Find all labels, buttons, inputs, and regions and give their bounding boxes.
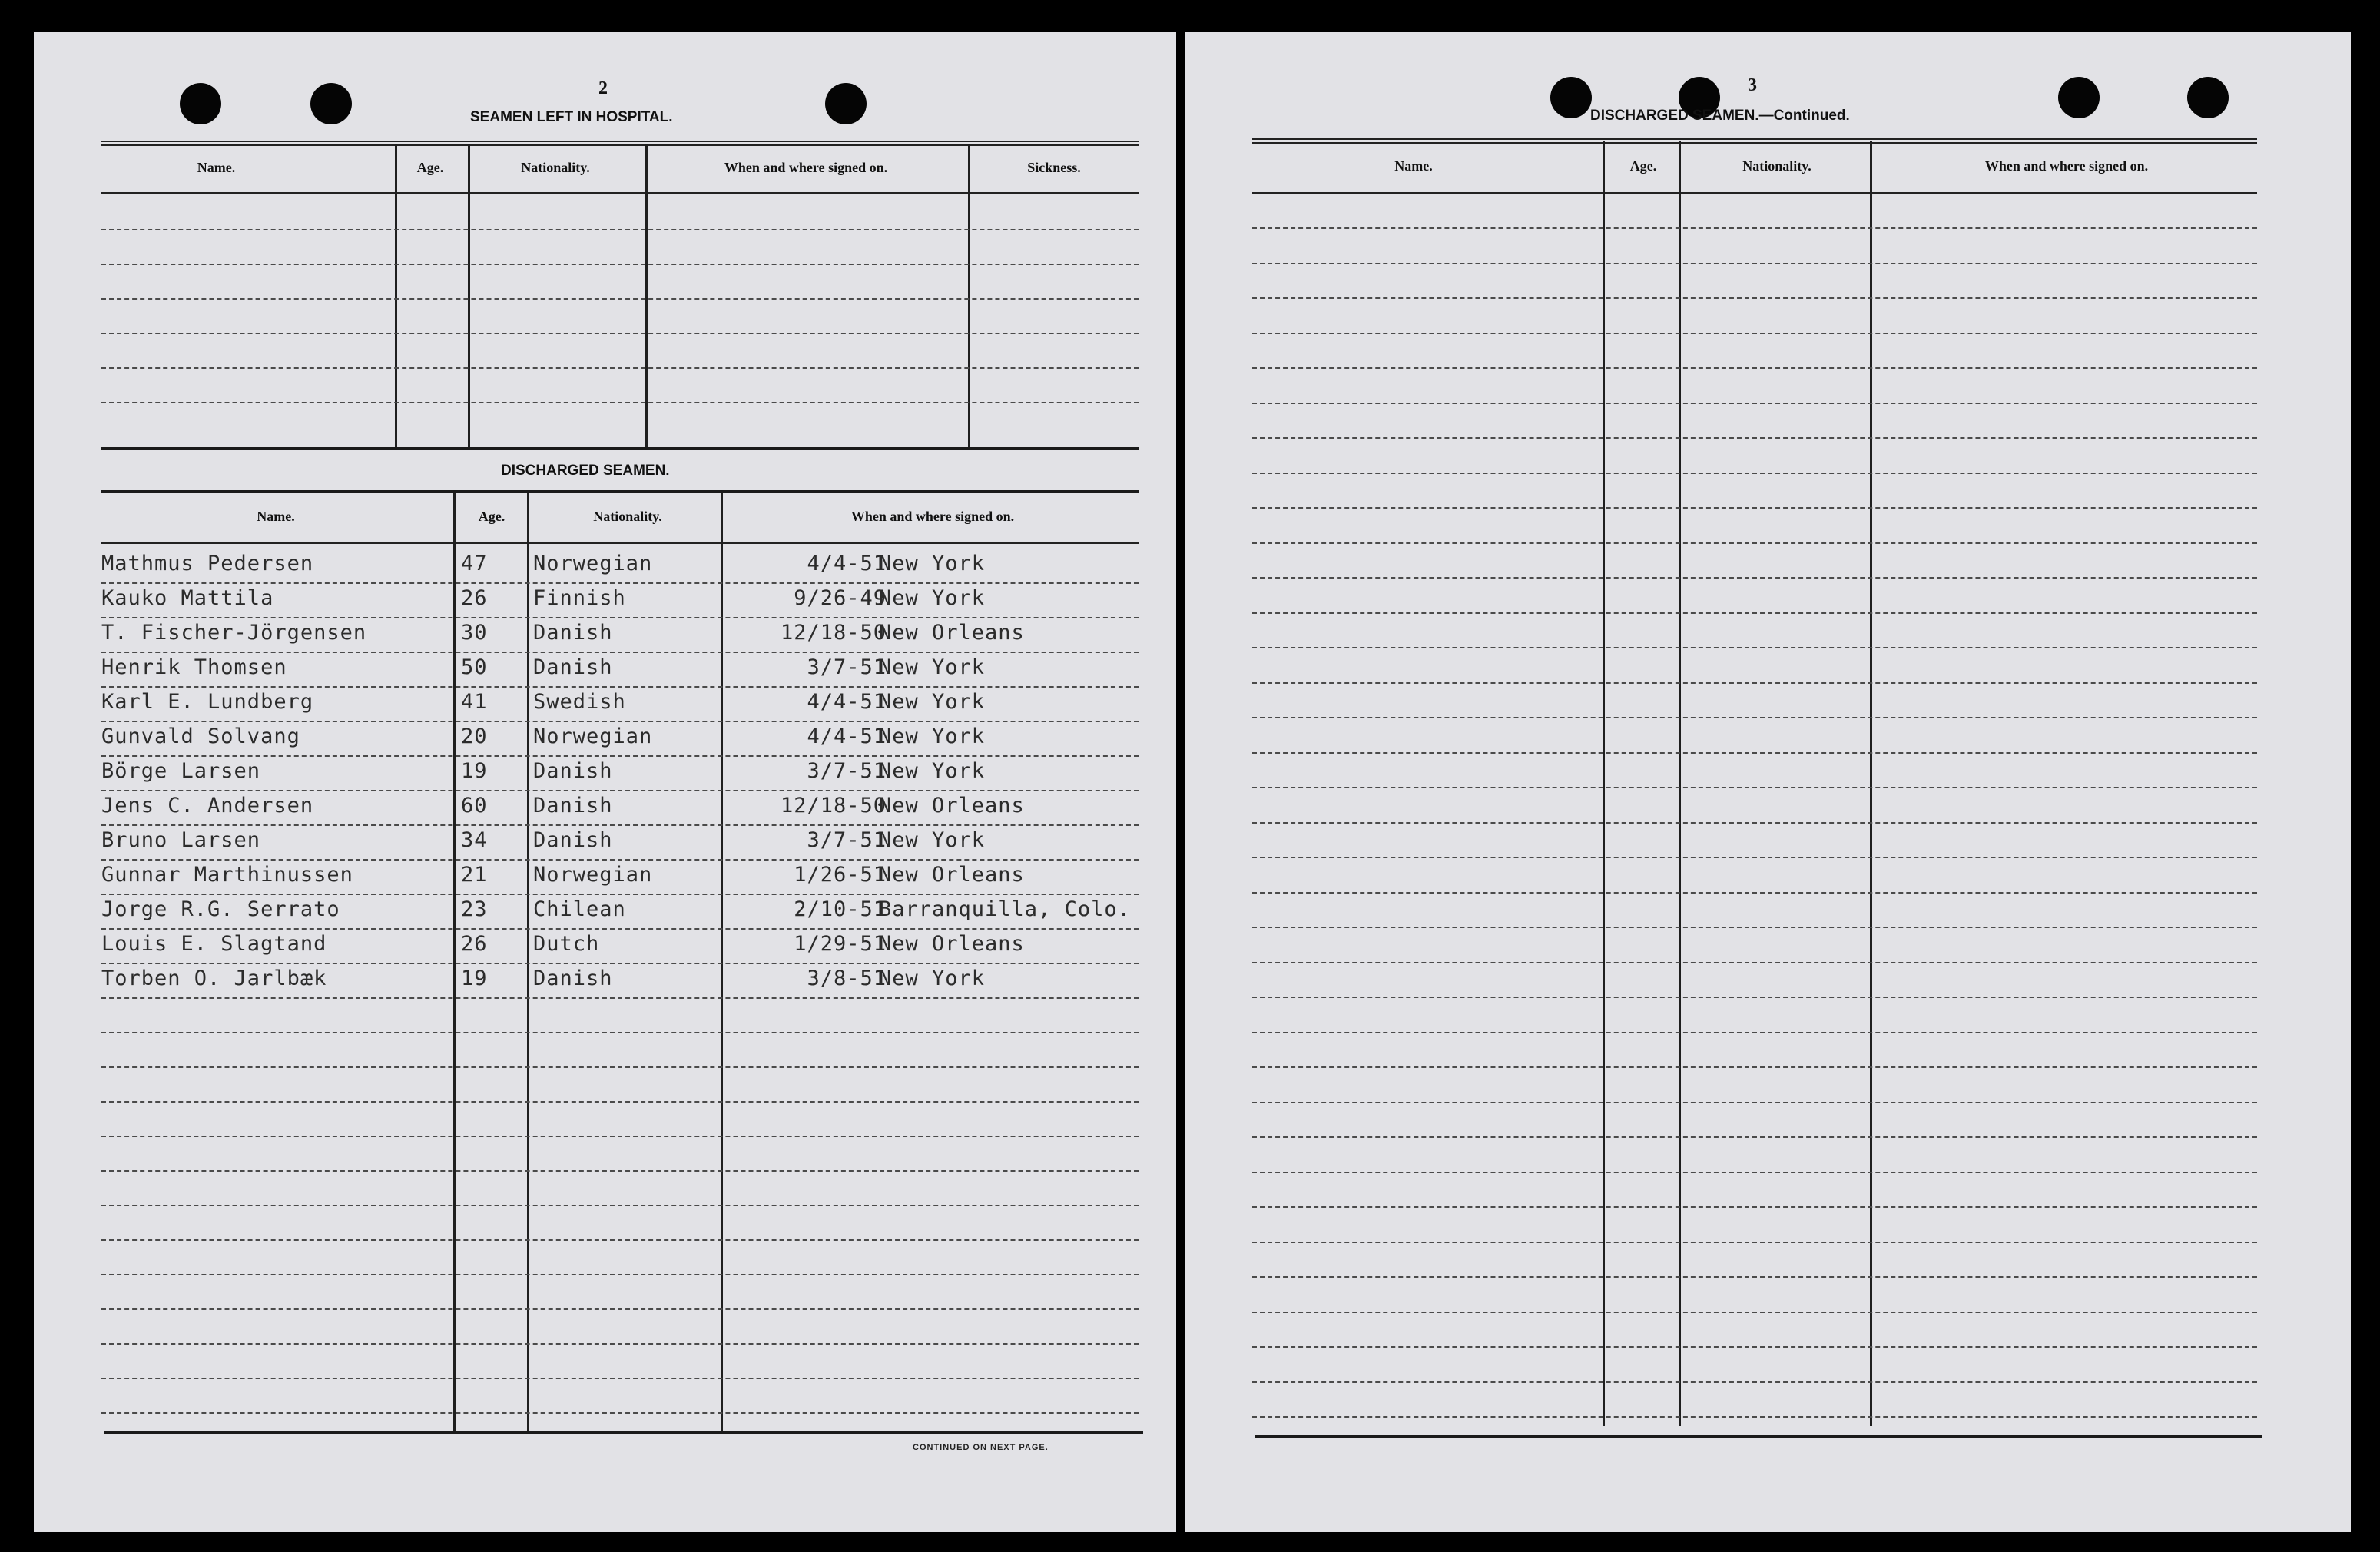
seaman-name: Louis E. Slagtand <box>101 932 327 956</box>
signed-on-date: 3/8-51 <box>807 967 887 990</box>
signed-on-date: 2/10-51 <box>794 897 887 921</box>
column-header-age: Age. <box>1629 158 1657 174</box>
ruled-line <box>101 1412 1139 1414</box>
signed-on-place: New York <box>879 759 986 783</box>
ruled-line <box>1252 822 2257 824</box>
ruled-line <box>1252 1032 2257 1033</box>
table-row <box>34 967 1176 1000</box>
signed-on-date: 12/18-50 <box>780 794 887 817</box>
ruled-line <box>1252 997 2257 998</box>
seaman-nationality: Danish <box>533 655 613 679</box>
column-divider <box>1679 141 1681 1426</box>
ruled-line <box>101 333 1139 334</box>
ruled-line <box>1252 263 2257 264</box>
seaman-name: Mathmus Pedersen <box>101 552 314 575</box>
seaman-age: 26 <box>461 932 488 956</box>
table-row <box>34 690 1176 724</box>
table-rule <box>101 192 1139 194</box>
punch-hole <box>1550 77 1592 118</box>
ruled-line <box>1252 647 2257 648</box>
table-row <box>34 828 1176 862</box>
signed-on-place: New York <box>879 828 986 852</box>
seaman-nationality: Chilean <box>533 897 626 921</box>
ruled-line <box>1252 1102 2257 1103</box>
ruled-line <box>101 1032 1139 1033</box>
seaman-nationality: Norwegian <box>533 725 653 748</box>
seaman-age: 21 <box>461 863 488 887</box>
punch-hole <box>825 83 867 124</box>
seaman-nationality: Danish <box>533 759 613 783</box>
signed-on-date: 3/7-51 <box>807 655 887 679</box>
ruled-line <box>101 1308 1139 1310</box>
signed-on-place: New York <box>879 725 986 748</box>
seaman-nationality: Danish <box>533 967 613 990</box>
ruled-line <box>101 1343 1139 1345</box>
seaman-nationality: Dutch <box>533 932 600 956</box>
ruled-line <box>101 298 1139 300</box>
column-header-age: Age. <box>416 160 444 175</box>
signed-on-place: New York <box>879 586 986 610</box>
table-rule <box>101 542 1139 544</box>
seaman-age: 23 <box>461 897 488 921</box>
column-header-when-where: When and where signed on. <box>1984 158 2149 174</box>
table-rule <box>101 490 1139 493</box>
column-header-nationality: Nationality. <box>1742 158 1812 174</box>
signed-on-date: 12/18-50 <box>780 621 887 645</box>
signed-on-date: 3/7-51 <box>807 759 887 783</box>
table-row <box>34 932 1176 966</box>
seaman-age: 26 <box>461 586 488 610</box>
ruled-line <box>1252 473 2257 474</box>
right-page <box>1185 32 2351 1532</box>
seaman-nationality: Norwegian <box>533 863 653 887</box>
punch-hole <box>2058 77 2100 118</box>
seaman-age: 19 <box>461 759 488 783</box>
ruled-line <box>1252 577 2257 579</box>
column-divider <box>1603 141 1605 1426</box>
ruled-line <box>1252 297 2257 299</box>
ruled-line <box>101 1101 1139 1103</box>
seaman-name: Börge Larsen <box>101 759 261 783</box>
seaman-name: T. Fischer-Jörgensen <box>101 621 367 645</box>
seaman-name: Jens C. Andersen <box>101 794 314 817</box>
ruled-line <box>1252 717 2257 718</box>
ruled-line <box>1252 437 2257 439</box>
seaman-nationality: Danish <box>533 828 613 852</box>
seaman-name: Kauko Mattila <box>101 586 274 610</box>
seaman-age: 47 <box>461 552 488 575</box>
column-header-when-where: When and where signed on. <box>850 509 1015 524</box>
table-rule <box>101 447 1139 450</box>
ruled-line <box>1252 403 2257 404</box>
ruled-line <box>1252 507 2257 509</box>
signed-on-place: New Orleans <box>879 794 1025 817</box>
signed-on-place: New York <box>879 655 986 679</box>
signed-on-place: New York <box>879 690 986 714</box>
ruled-line <box>1252 227 2257 229</box>
ruled-line <box>1252 1381 2257 1383</box>
ruled-line <box>1252 1066 2257 1068</box>
column-header-name: Name. <box>1394 158 1433 174</box>
ruled-line <box>1252 1242 2257 1243</box>
discharged-section-title: DISCHARGED SEAMEN. <box>501 463 670 479</box>
column-header-nationality: Nationality. <box>521 160 590 175</box>
signed-on-date: 9/26-49 <box>794 586 887 610</box>
signed-on-date: 1/26-51 <box>794 863 887 887</box>
table-row <box>34 863 1176 897</box>
table-rule <box>104 1431 1143 1434</box>
column-header-nationality: Nationality. <box>593 509 662 524</box>
ruled-line <box>1252 612 2257 614</box>
seaman-nationality: Danish <box>533 794 613 817</box>
ruled-line <box>101 1205 1139 1206</box>
ruled-line <box>1252 857 2257 858</box>
seaman-name: Torben O. Jarlbæk <box>101 967 327 990</box>
ruled-line <box>101 1066 1139 1068</box>
seaman-age: 20 <box>461 725 488 748</box>
table-row <box>34 655 1176 689</box>
hospital-section-title: SEAMEN LEFT IN HOSPITAL. <box>470 109 673 125</box>
ruled-line <box>101 229 1139 230</box>
seaman-nationality: Swedish <box>533 690 626 714</box>
seaman-age: 60 <box>461 794 488 817</box>
punch-hole <box>310 83 352 124</box>
continued-note: CONTINUED ON NEXT PAGE. <box>913 1443 1049 1452</box>
ruled-line <box>1252 1136 2257 1138</box>
seaman-name: Henrik Thomsen <box>101 655 287 679</box>
ruled-line <box>1252 962 2257 963</box>
table-rule <box>101 141 1139 146</box>
signed-on-place: Barranquilla, Colo. <box>879 897 1131 921</box>
ruled-line <box>1252 1312 2257 1313</box>
seaman-name: Gunnar Marthinussen <box>101 863 353 887</box>
ruled-line <box>101 1170 1139 1172</box>
punch-hole <box>2187 77 2229 118</box>
ruled-line <box>1252 787 2257 788</box>
signed-on-date: 4/4-51 <box>807 690 887 714</box>
table-row <box>34 794 1176 827</box>
left-page <box>34 32 1176 1532</box>
signed-on-date: 3/7-51 <box>807 828 887 852</box>
seaman-age: 50 <box>461 655 488 679</box>
column-header-when-where: When and where signed on. <box>724 160 888 175</box>
signed-on-date: 1/29-51 <box>794 932 887 956</box>
ruled-line <box>1252 333 2257 334</box>
table-rule <box>1252 192 2257 194</box>
signed-on-place: New Orleans <box>879 932 1025 956</box>
seaman-age: 30 <box>461 621 488 645</box>
seaman-age: 34 <box>461 828 488 852</box>
seaman-name: Gunvald Solvang <box>101 725 300 748</box>
ruled-line <box>101 1378 1139 1379</box>
seaman-nationality: Norwegian <box>533 552 653 575</box>
table-rule <box>1255 1435 2262 1438</box>
table-rule <box>1252 138 2257 144</box>
ruled-line <box>1252 927 2257 928</box>
discharged-continued-title: DISCHARGED SEAMEN.—Continued. <box>1590 108 1850 124</box>
punch-hole <box>180 83 221 124</box>
seaman-name: Bruno Larsen <box>101 828 261 852</box>
table-row <box>34 621 1176 655</box>
column-header-name: Name. <box>257 509 295 524</box>
ruled-line <box>101 264 1139 265</box>
ruled-line <box>1252 1416 2257 1418</box>
seaman-name: Karl E. Lundberg <box>101 690 314 714</box>
table-row <box>34 552 1176 585</box>
signed-on-place: New Orleans <box>879 621 1025 645</box>
table-row <box>34 759 1176 793</box>
ruled-line <box>1252 367 2257 369</box>
table-row <box>34 586 1176 620</box>
signed-on-place: New York <box>879 967 986 990</box>
ruled-line <box>1252 1206 2257 1208</box>
seaman-nationality: Danish <box>533 621 613 645</box>
seaman-nationality: Finnish <box>533 586 626 610</box>
ruled-line <box>1252 752 2257 754</box>
signed-on-place: New York <box>879 552 986 575</box>
signed-on-place: New Orleans <box>879 863 1025 887</box>
ruled-line <box>1252 542 2257 544</box>
page-number: 2 <box>598 78 608 98</box>
table-row <box>34 725 1176 758</box>
ruled-line <box>1252 892 2257 894</box>
column-header-age: Age. <box>478 509 506 524</box>
seaman-age: 19 <box>461 967 488 990</box>
table-row <box>34 897 1176 931</box>
signed-on-date: 4/4-51 <box>807 725 887 748</box>
ruled-line <box>1252 1172 2257 1173</box>
seaman-name: Jorge R.G. Serrato <box>101 897 340 921</box>
ruled-line <box>101 1239 1139 1241</box>
ruled-line <box>1252 1276 2257 1278</box>
page-number: 3 <box>1748 75 1757 95</box>
ruled-line <box>101 1136 1139 1137</box>
column-divider <box>1870 141 1872 1426</box>
ruled-line <box>101 367 1139 369</box>
ruled-line <box>101 402 1139 403</box>
column-header-name: Name. <box>197 160 236 175</box>
column-header-sickness: Sickness. <box>1027 160 1081 175</box>
ruled-line <box>1252 1346 2257 1348</box>
seaman-age: 41 <box>461 690 488 714</box>
ruled-line <box>101 1274 1139 1275</box>
ruled-line <box>1252 682 2257 684</box>
signed-on-date: 4/4-51 <box>807 552 887 575</box>
